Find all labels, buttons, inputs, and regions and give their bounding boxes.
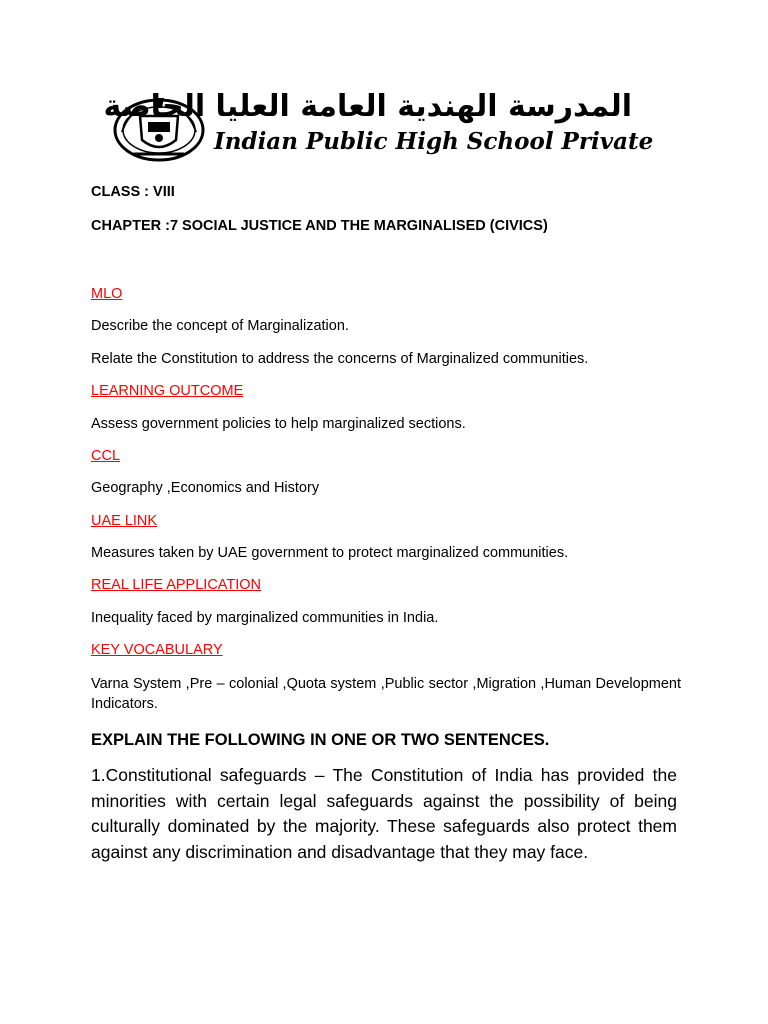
key-vocabulary-text: Varna System ,Pre – colonial ,Quota system ,Public sector ,Migration ,Human Development Indicators. — [91, 676, 681, 712]
school-name-english: Indian Public High School Private — [214, 128, 654, 155]
ccl-text: Geography ,Economics and History — [91, 480, 320, 496]
class-line: CLASS : VIII — [91, 184, 175, 200]
ccl-heading[interactable]: CCL — [91, 448, 121, 464]
answer-paragraph-1: 1.Constitutional safeguards – The Constitution of India has provided the minorities with certain legal safeguards against the possibility of being culturally dominated by the majority. These safeguards also protect them against any discrimination and disadvantage that they may face. — [91, 765, 677, 862]
key-vocabulary-heading[interactable]: KEY VOCABULARY — [91, 642, 223, 658]
chapter-title: CHAPTER :7 SOCIAL JUSTICE AND THE MARGINALISED (CIVICS) — [91, 218, 548, 234]
mlo-heading[interactable]: MLO — [91, 286, 123, 302]
school-name-arabic: المدرسة الهندية العامة العليا الخاصة — [103, 89, 632, 124]
learning-outcome-heading[interactable]: LEARNING OUTCOME — [91, 383, 244, 399]
real-life-heading[interactable]: REAL LIFE APPLICATION — [91, 577, 262, 593]
mlo-line-2: Relate the Constitution to address the concerns of Marginalized communities. — [91, 351, 589, 367]
school-header — [103, 88, 654, 166]
explain-heading: EXPLAIN THE FOLLOWING IN ONE OR TWO SENTENCES. — [91, 731, 550, 749]
learning-outcome-text: Assess government policies to help marginalized sections. — [91, 416, 466, 432]
uae-link-text: Measures taken by UAE government to protect marginalized communities. — [91, 545, 569, 561]
mlo-line-1: Describe the concept of Marginalization. — [91, 318, 349, 334]
uae-link-heading[interactable]: UAE LINK — [91, 513, 158, 529]
real-life-text: Inequality faced by marginalized communities in India. — [91, 610, 439, 626]
